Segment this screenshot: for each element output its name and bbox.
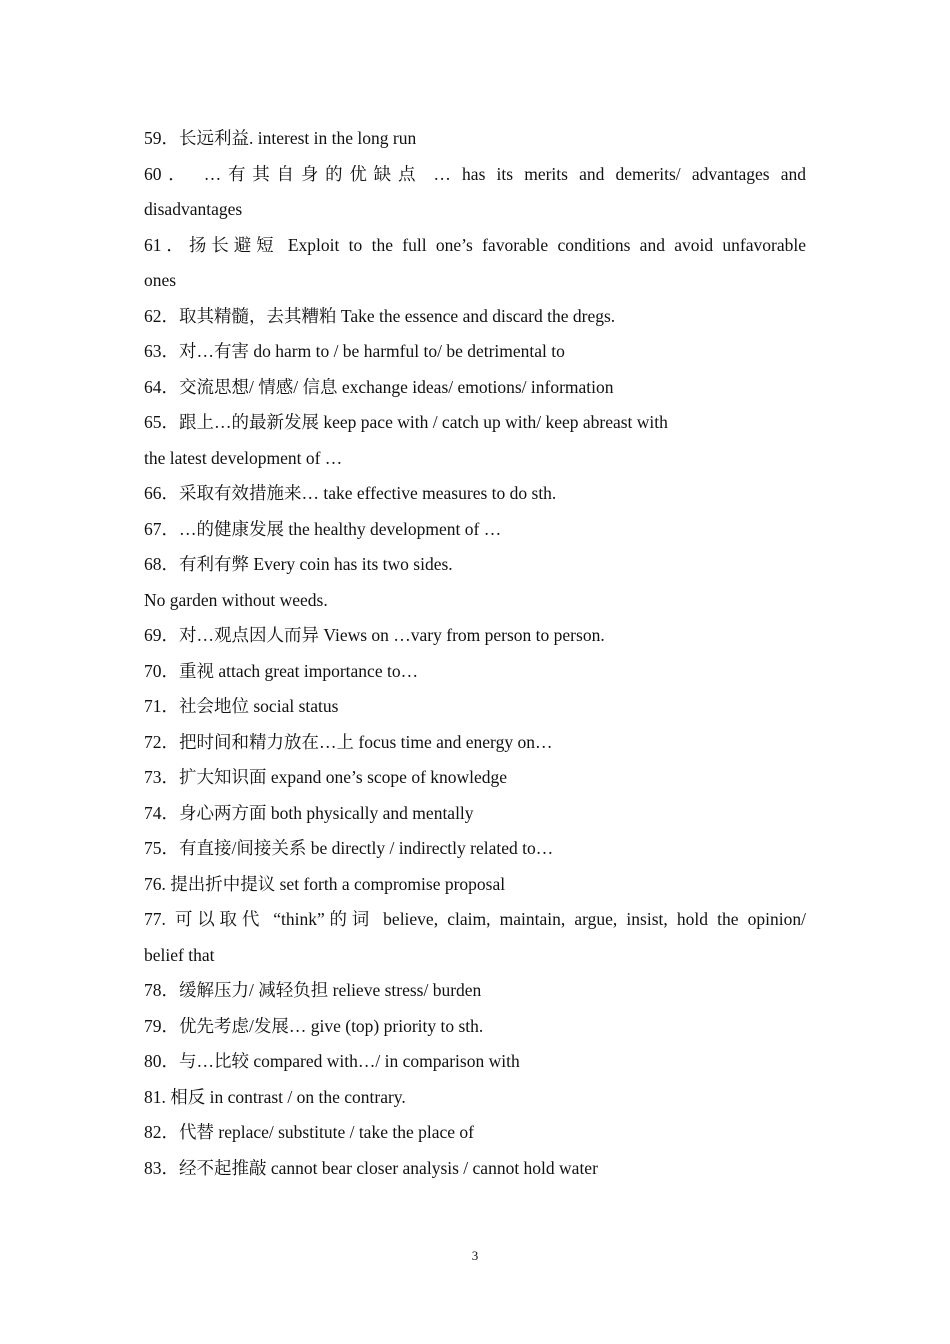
phrase-line-61-cont: ones (144, 270, 177, 290)
phrase-line-68: 68．有利有弊 Every coin has its two sides. (144, 554, 453, 574)
phrase-line-79: 79．优先考虑/发展… give (top) priority to sth. (144, 1015, 484, 1036)
phrase-line-71: 71．社会地位 social status (144, 696, 339, 716)
page-number: 3 (471, 1248, 479, 1263)
phrase-line-61: 61．扬长避短 Exploit to the full one’s favorable conditions and avoid unfavorable (144, 234, 806, 255)
phrase-line-78: 78．缓解压力/ 减轻负担 relieve stress/ burden (144, 980, 482, 1000)
phrase-line-70: 70．重视 attach great importance to… (144, 660, 419, 681)
phrase-line-60: 60． …有其自身的优缺点 … has its merits and demerits/ advantages and (144, 163, 806, 184)
phrase-line-65-cont: the latest development of … (144, 447, 343, 468)
phrase-line-64: 64．交流思想/ 情感/ 信息 exchange ideas/ emotions/ information (144, 376, 614, 397)
phrase-line-66: 66．采取有效措施来… take effective measures to do sth. (144, 483, 557, 503)
phrase-line-75: 75．有直接/间接关系 be directly / indirectly related to… (144, 838, 554, 858)
phrase-line-62: 62．取其精髓，去其糟粕 Take the essence and discard the dregs. (144, 305, 616, 326)
phrase-line-80: 80．与…比较 compared with…/ in comparison with (144, 1051, 520, 1071)
phrase-line-82: 82．代替 replace/ substitute / take the place of (144, 1122, 474, 1142)
phrase-line-67: 67．…的健康发展 the healthy development of … (144, 518, 502, 539)
phrase-line-65: 65．跟上…的最新发展 keep pace with / catch up with/ keep abreast with (144, 412, 668, 432)
phrase-line-74: 74．身心两方面 both physically and mentally (144, 802, 474, 823)
phrase-line-73: 73．扩大知识面 expand one’s scope of knowledge (144, 767, 508, 787)
phrase-line-60-cont: disadvantages (144, 199, 243, 219)
phrase-list (144, 121, 806, 1186)
phrase-line-68-cont: No garden without weeds. (144, 589, 328, 610)
phrase-line-77: 77. 可以取代 “think”的词 believe, claim, maintain, argue, insist, hold the opinion/ (144, 909, 806, 929)
phrase-line-59: 59．长远利益. interest in the long run (144, 128, 417, 148)
phrase-line-69: 69．对…观点因人而异 Views on …vary from person to person. (144, 625, 605, 645)
phrase-line-83: 83．经不起推敲 cannot bear closer analysis / cannot hold water (144, 1157, 598, 1178)
phrase-line-63: 63．对…有害 do harm to / be harmful to/ be detrimental to (144, 341, 565, 361)
phrase-line-72: 72．把时间和精力放在…上 focus time and energy on… (144, 731, 553, 752)
phrase-line-81: 81. 相反 in contrast / on the contrary. (144, 1086, 406, 1107)
phrase-line-77-cont: belief that (144, 944, 215, 965)
phrase-line-76: 76. 提出折中提议 set forth a compromise proposal (144, 873, 506, 894)
